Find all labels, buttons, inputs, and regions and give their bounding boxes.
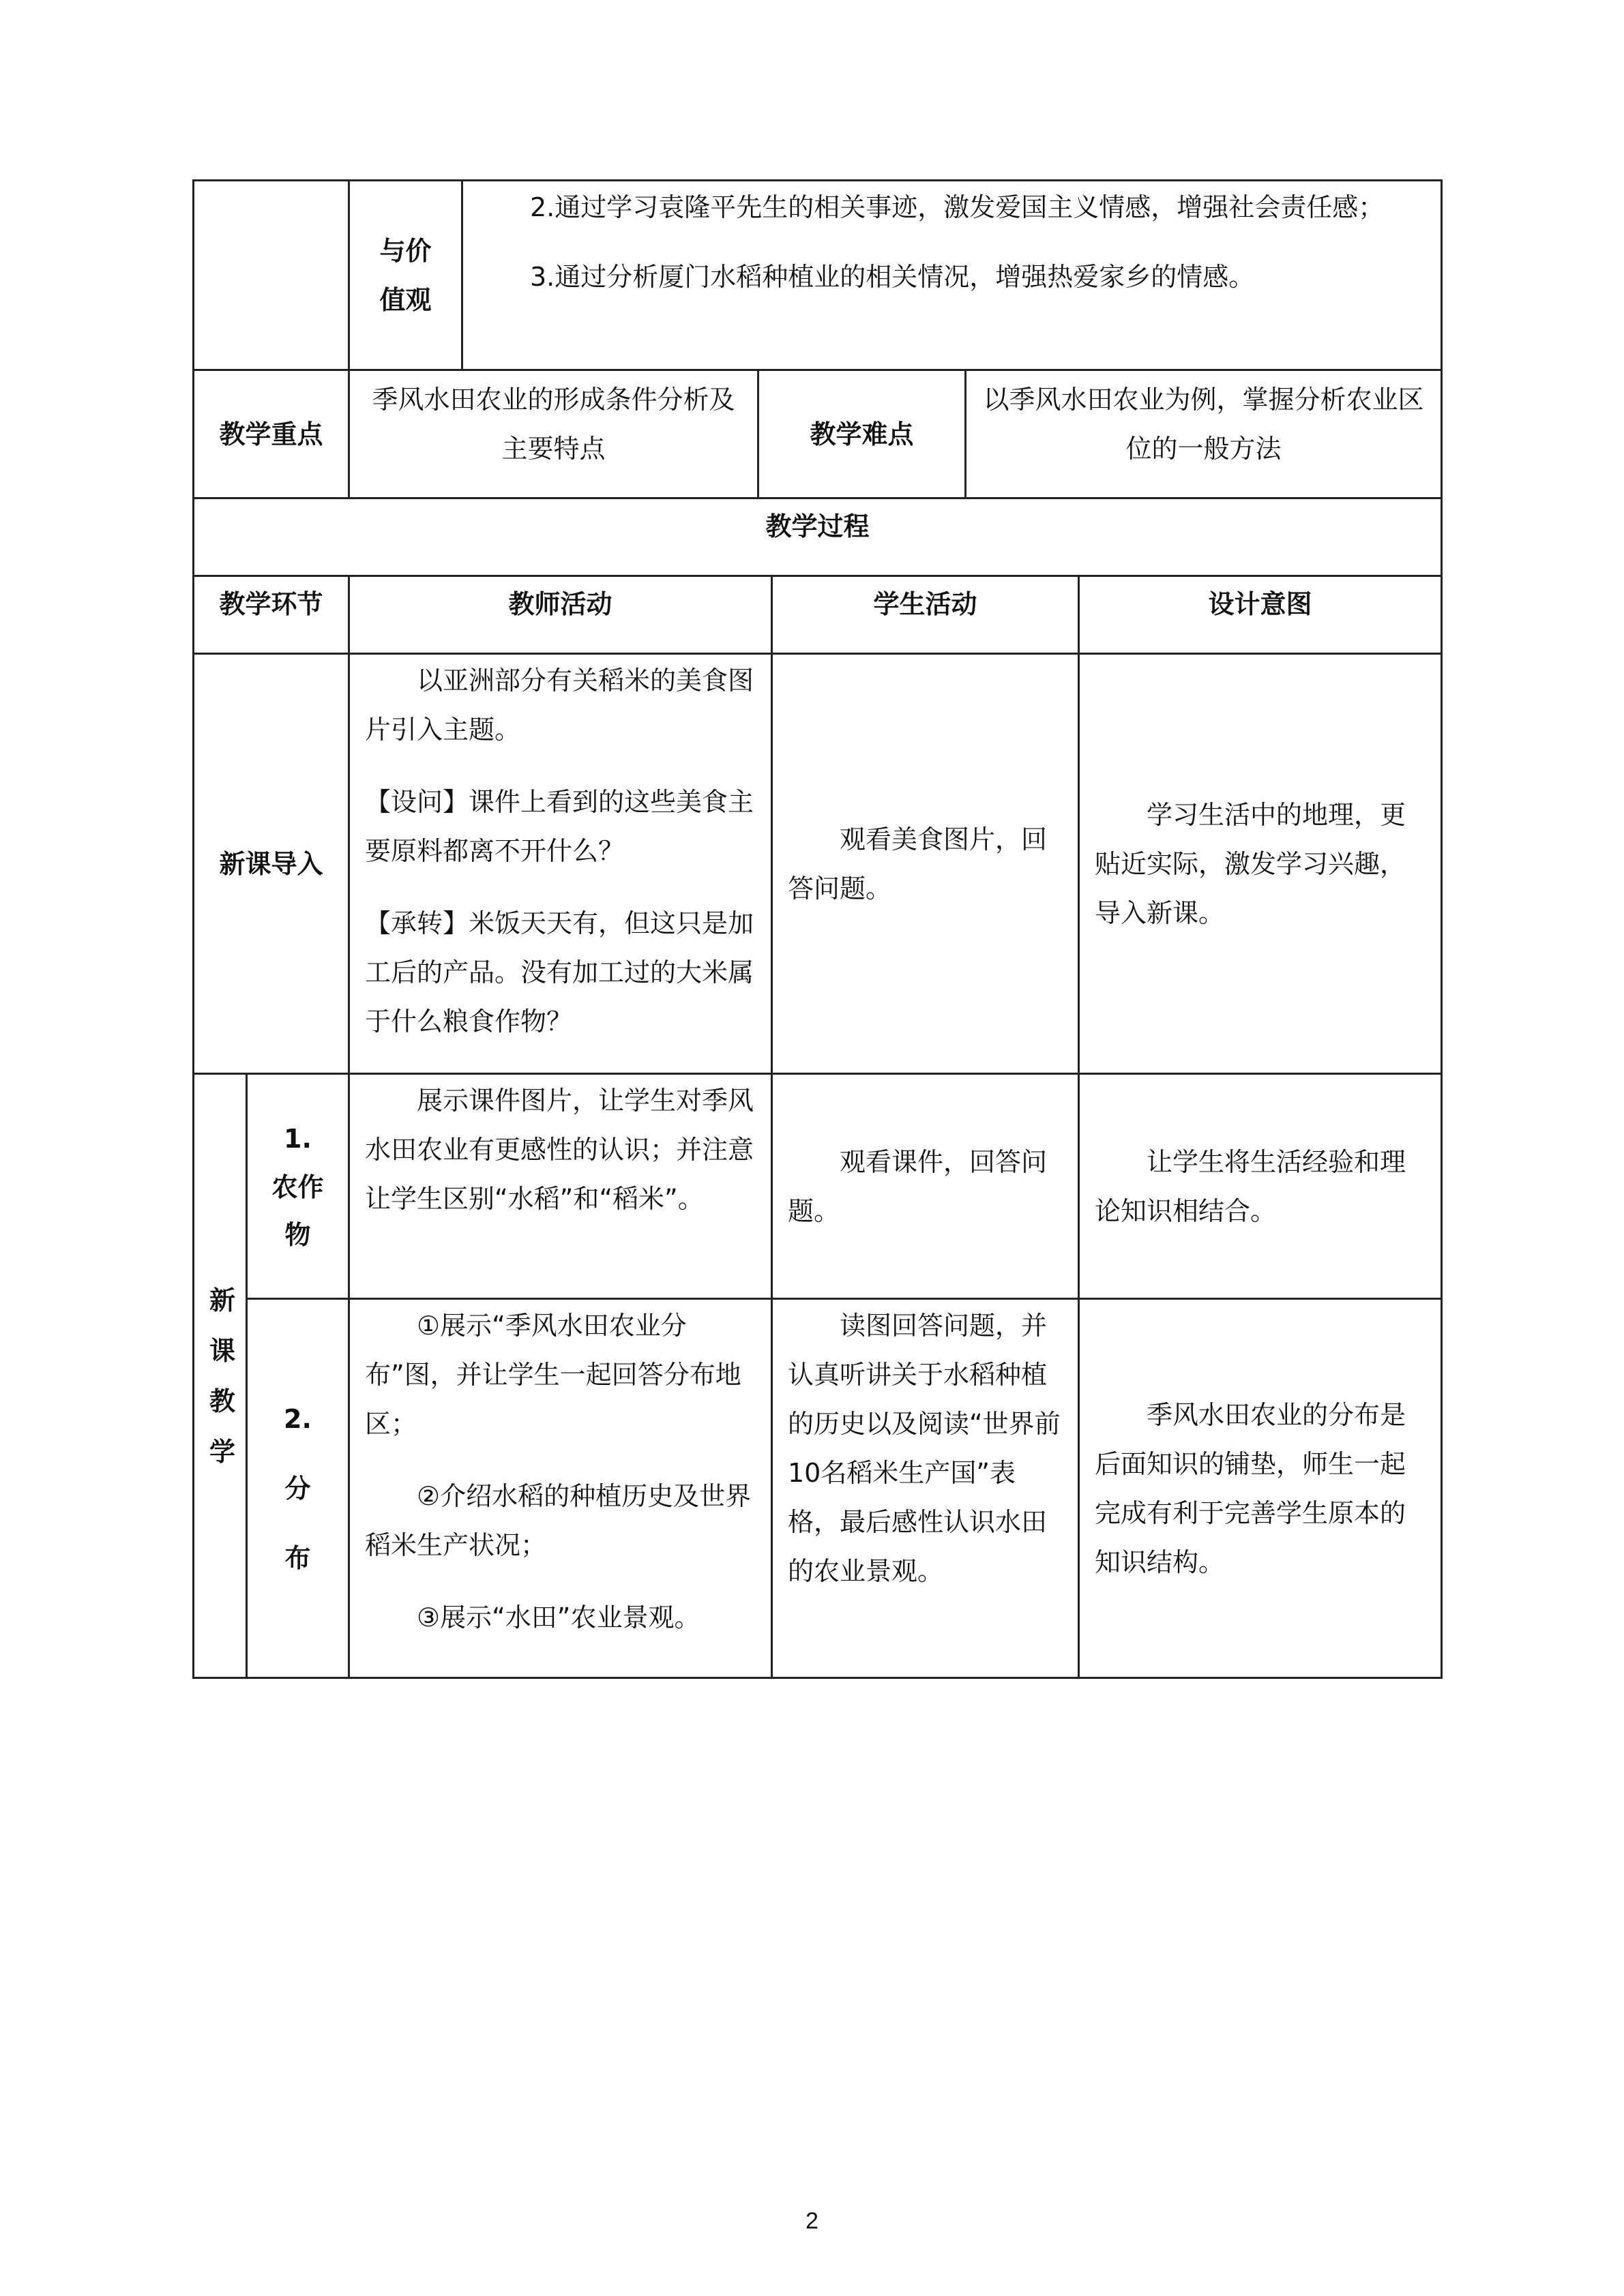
new-lesson-stage-text: 新课教学 [209, 1285, 236, 1467]
intro-student: 观看美食图片，回答问题。 [772, 654, 1079, 1074]
distribution-sub-cell [247, 1299, 349, 1678]
distribution-num: 2. [284, 1403, 312, 1434]
values-sublabel-cell [349, 181, 462, 370]
intro-row [194, 654, 1442, 1074]
distribution-name-1: 分 [284, 1473, 311, 1504]
lesson-row-crops [194, 1074, 1442, 1299]
distribution-intent: 季风水田农业的分布是后面知识的铺垫，师生一起完成有利于完善学生原本的知识结构。 [1079, 1299, 1442, 1678]
lesson-plan-table-process [192, 497, 1443, 1679]
page-number: 2 [806, 2208, 818, 2234]
difficulty-label: 教学难点 [758, 370, 966, 498]
values-item-3: 3.通过分析厦门水稻种植业的相关情况，增强热爱家乡的情感。 [530, 262, 1255, 292]
intro-intent: 学习生活中的地理，更贴近实际，激发学习兴趣，导入新课。 [1079, 654, 1442, 1074]
distribution-name-2: 布 [284, 1542, 311, 1573]
distribution-teacher-p1: ①展示“季风水田农业分布”图，并让学生一起回答分布地区； [365, 1311, 741, 1439]
values-sublabel-line2: 值观 [379, 284, 432, 315]
focus-label: 教学重点 [194, 370, 349, 498]
intro-teacher-p3: 【承转】米饭天天有，但这只是加工后的产品。没有加工过的大米属于什么粮食作物？ [365, 908, 754, 1037]
values-item-2: 2.通过学习袁隆平先生的相关事迹，激发爱国主义情感，增强社会责任感； [530, 192, 1385, 222]
lesson-plan-table-top [192, 179, 1443, 498]
header-intent: 设计意图 [1079, 576, 1442, 654]
distribution-teacher-p2: ②介绍水稻的种植历史及世界稻米生产状况； [365, 1481, 752, 1560]
values-sublabel-line1: 与价 [379, 235, 432, 266]
distribution-teacher-p3: ③展示“水田”农业景观。 [417, 1602, 700, 1632]
crops-name: 农作物 [271, 1172, 324, 1250]
distribution-student: 读图回答问题，并认真听讲关于水稻种植的历史以及阅读“世界前10名稻米生产国”表格，最后感性认识水田的农业景观。 [772, 1299, 1079, 1678]
crops-teacher: 展示课件图片，让学生对季风水田农业有更感性的认识；并注意让学生区别“水稻”和“稻米”。 [349, 1074, 772, 1299]
header-student: 学生活动 [772, 576, 1079, 654]
crops-student: 观看课件，回答问题。 [772, 1074, 1079, 1299]
crops-sub-cell [247, 1074, 349, 1299]
intro-teacher-cell [349, 654, 772, 1074]
crops-num: 1. [284, 1123, 312, 1154]
header-stage: 教学环节 [194, 576, 349, 654]
new-lesson-stage [194, 1074, 247, 1678]
focus-text: 季风水田农业的形成条件分析及主要特点 [349, 370, 758, 498]
objective-category-cell [194, 181, 349, 370]
difficulty-text: 以季风水田农业为例，掌握分析农业区位的一般方法 [966, 370, 1442, 498]
intro-teacher-p2: 【设问】课件上看到的这些美食主要原料都离不开什么？ [365, 787, 754, 866]
lesson-row-distribution [194, 1299, 1442, 1678]
values-content-cell [462, 181, 1442, 370]
intro-stage: 新课导入 [194, 654, 349, 1074]
process-title: 教学过程 [194, 498, 1442, 576]
header-teacher: 教师活动 [349, 576, 772, 654]
distribution-teacher-cell [349, 1299, 772, 1678]
intro-teacher-p1: 以亚洲部分有关稻米的美食图片引入主题。 [365, 666, 754, 745]
crops-intent: 让学生将生活经验和理论知识相结合。 [1079, 1074, 1442, 1299]
